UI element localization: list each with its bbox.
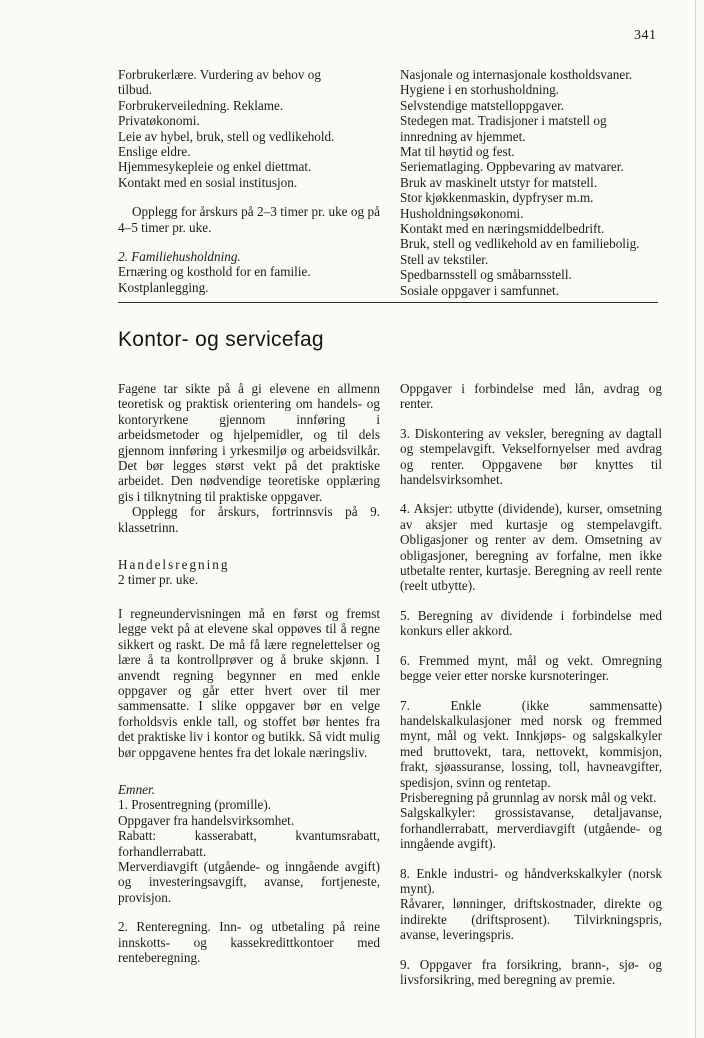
list-item: Salgskalkyler: grossistavanse, detaljavanse, forhandlerrabatt, merverdiavgift (utgående- og inngående avgift). [400, 805, 662, 852]
bottom-left-column [118, 381, 380, 965]
text-line: Husholdningsøkonomi. [400, 205, 524, 221]
hours-text: 2 timer pr. uke. [118, 572, 199, 588]
text-line: Kontakt med en sosial institusjon. [118, 174, 298, 190]
text-line: Selvstendige matstelloppgaver. [400, 97, 565, 113]
section-divider [118, 302, 658, 303]
text-line: Ernæring og kosthold for en familie. [118, 264, 311, 280]
text-line: Bruk av maskinelt utstyr for matstell. [400, 174, 598, 190]
text-line: Enslige eldre. [118, 144, 191, 160]
section-title: 2. Familiehusholdning. [118, 249, 241, 265]
text-line: Forbrukerveiledning. Reklame. [118, 97, 284, 113]
text-line: Seriematlaging. Oppbevaring av matvarer. [400, 159, 624, 175]
list-item: Oppgaver fra handelsvirksomhet. [118, 812, 295, 828]
text-line: Kostplanlegging. [118, 279, 209, 295]
text-line: Privatøkonomi. [118, 113, 200, 129]
text-line: tilbud. [118, 82, 153, 98]
text-line: Hygiene i en storhusholdning. [400, 82, 559, 98]
list-item: Råvarer, lønninger, driftskostnader, direkte og indirekte (driftsprosent). Tilvirkningspris, avanse, leveringspris. [400, 896, 662, 943]
list-item: 3. Diskontering av veksler, beregning av dagtall og stempelavgift. Vekselfornyelser med avdrag og renter. Oppgavene bør knyttes til handelsvirksomhet. [400, 425, 662, 488]
list-item: 9. Oppgaver fra forsikring, brann-, sjø- og livsforsikring, med beregning av premie. [400, 956, 662, 987]
subheading: Handelsregning [118, 557, 230, 573]
list-item: Merverdiavgift (utgående- og inngående avgift) og investeringsavgift, avanse, fortjeneste, provisjon. [118, 858, 380, 905]
intro-paragraph: Fagene tar sikte på å gi elevene en allmenn teoretisk og praktisk orientering om handels- og kontoryrkene gjennom innføring i arbeidsmetoder og hjelpemidler, og til dels gjennom innføring i yrkesmiljø og arbeidsvilkår. Det bør legges størst vekt på det praktiske arbeidet. Den nødvendige teoretiske opplæring gis i tilknytning til praktiske oppgaver. [118, 381, 380, 504]
text-line: Stedegen mat. Tradisjoner i matstell og [400, 113, 607, 129]
opplegg-paragraph: Opplegg for årskurs, fortrinnsvis på 9. klassetrinn. [118, 504, 380, 535]
list-item: Rabatt: kasserabatt, kvantumsrabatt, forhandlerrabatt. [118, 828, 380, 859]
top-left-column [118, 67, 380, 295]
text-line: Sosiale oppgaver i samfunnet. [400, 282, 559, 298]
list-item: 2. Renteregning. Inn- og utbetaling på reine innskotts- og kassekredittkontoer med renteberegning. [118, 919, 380, 965]
list-item: Oppgaver i forbindelse med lån, avdrag og renter. [400, 381, 662, 412]
text-line: Forbrukerlære. Vurdering av behov og [118, 67, 321, 82]
bottom-right-column [400, 381, 662, 987]
page-number: 341 [634, 28, 657, 43]
text-line: Kontakt med en næringsmiddelbedrift. [400, 221, 605, 237]
list-item: 1. Prosentregning (promille). [118, 797, 272, 813]
list-item: 6. Fremmed mynt, mål og vekt. Omregning begge veier etter norske kursnoteringer. [400, 652, 662, 684]
top-right-column [400, 67, 662, 298]
text-line: Spedbarnsstell og småbarnsstell. [400, 267, 572, 283]
list-item: 5. Beregning av dividende i forbindelse med konkurs eller akkord. [400, 607, 662, 639]
list-item: Prisberegning på grunnlag av norsk mål og vekt. [400, 789, 657, 805]
text-line: Mat til høytid og fest. [400, 144, 515, 160]
list-item: 7. Enkle (ikke sammensatte) handelskalkulasjoner med norsk og fremmed mynt, mål og vekt. Innkjøps- og salgskalkyler med bruttovekt, tara, nettovekt, kommisjon, frakt, sjøassuranse, lossing, toll, havneavgifter, spedisjon, svinn og rentetap. [400, 697, 662, 790]
list-item: 4. Aksjer: utbytte (dividende), kurser, omsetning av aksjer med kurtasje og stempelavgift. Obligasjoner og renter av dem. Omsetning av obligasjoner, beregning av forfalne, men ikke utbetalte renter, kurtasje. Beregning av reell rente (reelt utbytte). [400, 501, 662, 594]
text-line: Leie av hybel, bruk, stell og vedlikehold. [118, 128, 335, 144]
text-line: Bruk, stell og vedlikehold av en familiebolig. [400, 236, 640, 252]
text-line: Stor kjøkkenmaskin, dypfryser m.m. [400, 190, 594, 206]
page-edge-line [695, 0, 696, 1038]
text-line: innredning av hjemmet. [400, 128, 526, 144]
section-heading: Kontor- og servicefag [118, 328, 324, 351]
list-item: 8. Enkle industri- og håndverkskalkyler (norsk mynt). [400, 865, 662, 896]
emner-label: Emner. [118, 781, 155, 797]
text-line: Hjemmesykepleie og enkel diettmat. [118, 159, 312, 175]
opplegg-paragraph: Opplegg for årskurs på 2–3 timer pr. uke og på 4–5 timer pr. uke. [118, 204, 380, 235]
text-line: Nasjonale og internasjonale kostholdsvaner. [400, 67, 633, 82]
text-line: Stell av tekstiler. [400, 251, 489, 267]
body-paragraph: I regneundervisningen må en først og fremst legge vekt på at elevene skal oppøves til å regne sikkert og raskt. De må få lære regnelettelser og lære å ta kontrollprøver og å bruke skjønn. I anvendt regning begynner en med enkle oppgaver og går etter hvert over til mer sammensatte. I slike oppgaver bør en velge forholdsvis enkle tall, og stoffet bør hentes fra det praktiske liv i kontor og butikk. Så vidt mulig bør oppgavene hentes fra det lokale næringsliv. [118, 605, 380, 760]
